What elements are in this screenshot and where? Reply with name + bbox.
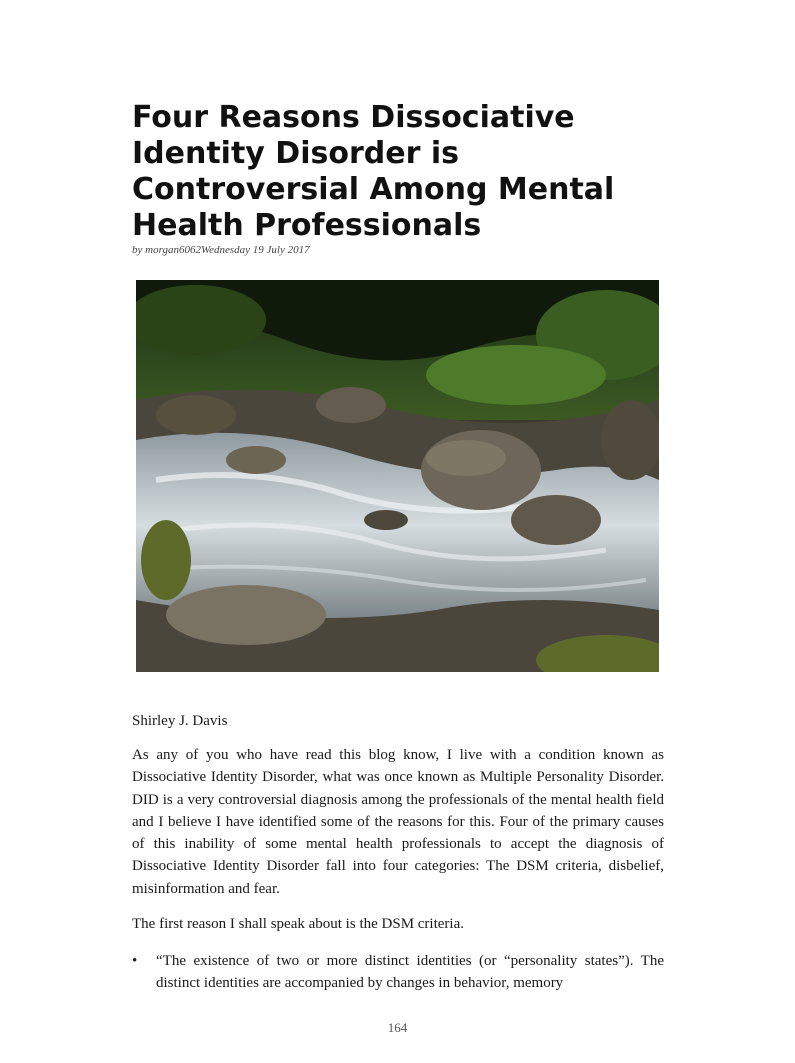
bullet-marker: •: [132, 953, 138, 969]
stream-illustration: [136, 280, 659, 672]
author-name: Shirley J. Davis: [132, 713, 228, 729]
dsm-paragraph: The first reason I shall speak about is the DSM criteria.: [132, 916, 464, 932]
stream-photo: [136, 280, 659, 672]
dsm-criteria-list: [132, 950, 664, 995]
list-item: [132, 950, 664, 995]
page-number: 164: [387, 1020, 408, 1035]
intro-paragraph: As any of you who have read this blog know, I live with a condition known as Dissociative Identity Disorder, what was once known as Multiple Personality Disorder. DID is a very controversial diagnosis among the professionals of the mental health field and I believe I have identified some of the reasons for this. Four of the primary causes of this inability of some mental health professionals to accept the diagnosis of Dissociative Identity Disorder fall into four categories: The DSM criteria, disbelief, misinformation and fear.: [132, 747, 664, 897]
article-title: Four Reasons Dissociative Identity Disorder is Controversial Among Mental Health Professionals: [132, 100, 615, 243]
list-item-text: “The existence of two or more distinct identities (or “personality states”). The distinct identities are accompanied by changes in behavior, memory: [156, 953, 664, 992]
article-byline: by morgan6062Wednesday 19 July 2017: [132, 244, 310, 256]
